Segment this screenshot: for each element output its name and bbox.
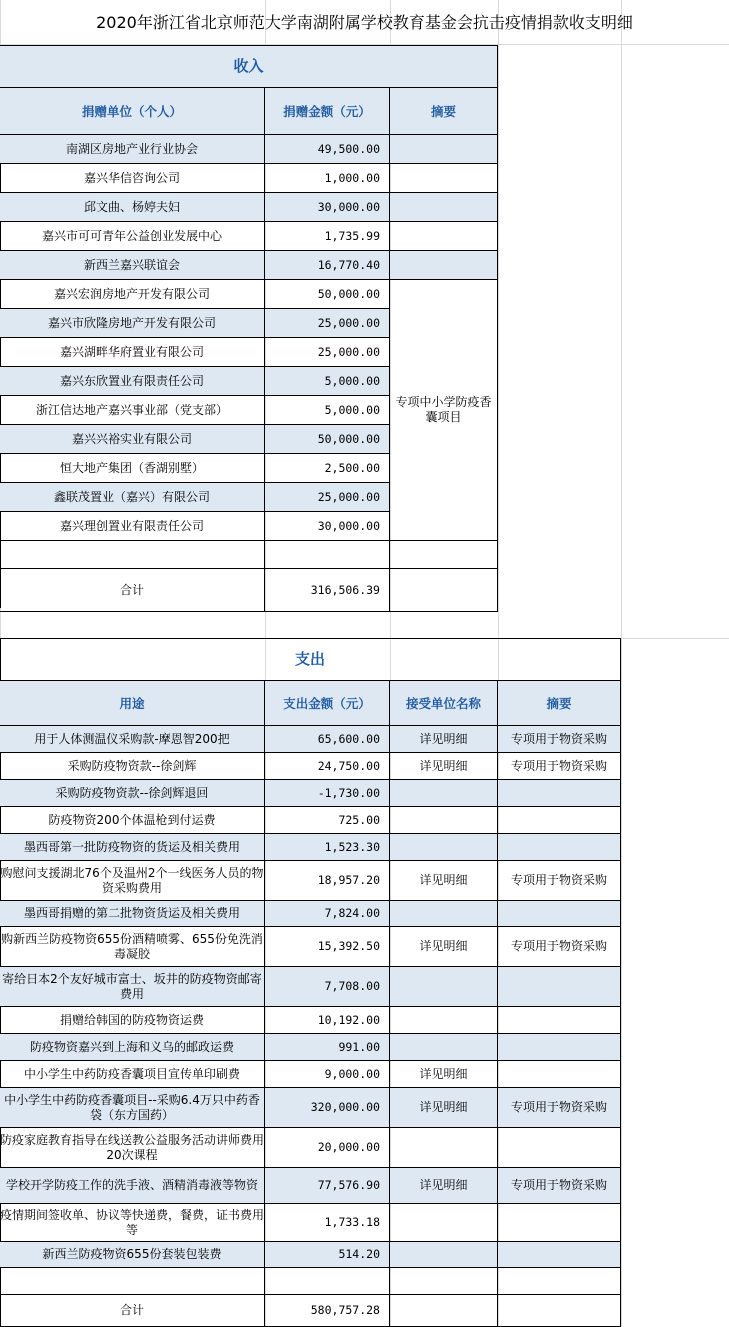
income-donor-cell[interactable]: 恒大地产集团（香湖别墅）	[0, 454, 265, 483]
expense-recipient-cell[interactable]: 详见明细	[390, 726, 498, 753]
expense-purpose-cell[interactable]: 防疫物资嘉兴到上海和义乌的邮政运费	[0, 1034, 265, 1061]
income-amount-cell[interactable]: 50,000.00	[265, 425, 390, 454]
income-amount-cell[interactable]: 30,000.00	[265, 512, 390, 541]
expense-note-cell[interactable]: 专项用于物资采购	[498, 861, 621, 901]
income-amount-cell[interactable]: 25,000.00	[265, 338, 390, 367]
income-amount-cell[interactable]: 50,000.00	[265, 280, 390, 309]
expense-amount-cell[interactable]: 1,733.18	[265, 1204, 390, 1242]
income-amount-cell[interactable]: 5,000.00	[265, 367, 390, 396]
expense-empty-cell[interactable]	[265, 1268, 390, 1295]
expense-purpose-cell[interactable]: 购新西兰防疫物资655份酒精喷雾、655份免洗消毒凝胶	[0, 927, 265, 967]
income-donor-cell[interactable]: 嘉兴兴裕实业有限公司	[0, 425, 265, 454]
income-donor-cell[interactable]: 嘉兴市欣隆房地产开发有限公司	[0, 309, 265, 338]
expense-amount-cell[interactable]: 20,000.00	[265, 1128, 390, 1168]
income-donor-cell[interactable]: 嘉兴东欣置业有限责任公司	[0, 367, 265, 396]
expense-purpose-cell[interactable]: 用于人体测温仪采购款-摩恩智200把	[0, 726, 265, 753]
expense-recipient-cell[interactable]: 详见明细	[390, 1088, 498, 1128]
income-donor-cell[interactable]: 浙江信达地产嘉兴事业部（党支部）	[0, 396, 265, 425]
expense-purpose-cell[interactable]: 采购防疫物资款--徐剑辉退回	[0, 780, 265, 807]
expense-header-amount[interactable]: 支出金额（元）	[265, 681, 390, 726]
income-amount-cell[interactable]: 30,000.00	[265, 193, 390, 222]
income-donor-cell[interactable]: 新西兰嘉兴联谊会	[0, 251, 265, 280]
expense-note-cell[interactable]	[498, 1128, 621, 1168]
income-note-cell[interactable]	[390, 251, 498, 280]
income-donor-cell[interactable]: 邱文曲、杨婷夫妇	[0, 193, 265, 222]
expense-purpose-cell[interactable]: 购慰问支援湖北76个及温州2个一线医务人员的物资采购费用	[0, 861, 265, 901]
expense-purpose-cell[interactable]: 中小学生中药防疫香囊项目宣传单印刷费	[0, 1061, 265, 1088]
expense-note-cell[interactable]	[498, 967, 621, 1007]
expense-purpose-cell[interactable]: 采购防疫物资款--徐剑辉	[0, 753, 265, 780]
income-total-amount[interactable]: 316,506.39	[265, 569, 390, 612]
expense-section-label[interactable]: 支出	[0, 639, 621, 681]
expense-note-cell[interactable]	[498, 834, 621, 861]
expense-recipient-cell[interactable]: 详见明细	[390, 861, 498, 901]
expense-amount-cell[interactable]: 77,576.90	[265, 1168, 390, 1204]
expense-amount-cell[interactable]: 24,750.00	[265, 753, 390, 780]
expense-recipient-cell[interactable]	[390, 967, 498, 1007]
income-header-note[interactable]: 摘要	[390, 88, 498, 135]
expense-amount-cell[interactable]: 514.20	[265, 1242, 390, 1268]
income-amount-cell[interactable]: 49,500.00	[265, 135, 390, 164]
expense-purpose-cell[interactable]: 捐赠给韩国的防疫物资运费	[0, 1007, 265, 1034]
income-amount-cell[interactable]: 5,000.00	[265, 396, 390, 425]
expense-amount-cell[interactable]: 1,523.30	[265, 834, 390, 861]
income-amount-cell[interactable]: 2,500.00	[265, 454, 390, 483]
income-header-amount[interactable]: 捐赠金额（元）	[265, 88, 390, 135]
expense-recipient-cell[interactable]	[390, 1007, 498, 1034]
expense-amount-cell[interactable]: 9,000.00	[265, 1061, 390, 1088]
expense-header-note[interactable]: 摘要	[498, 681, 621, 726]
expense-purpose-cell[interactable]: 中小学生中药防疫香囊项目--采购6.4万只中药香袋（东方国药）	[0, 1088, 265, 1128]
income-section-label[interactable]: 收入	[0, 46, 498, 88]
expense-purpose-cell[interactable]: 墨西哥第一批防疫物资的货运及相关费用	[0, 834, 265, 861]
expense-empty-cell[interactable]	[498, 1268, 621, 1295]
income-note-cell[interactable]	[390, 135, 498, 164]
expense-recipient-cell[interactable]: 详见明细	[390, 1061, 498, 1088]
expense-purpose-cell[interactable]: 新西兰防疫物资655份套装包装费	[0, 1242, 265, 1268]
expense-note-cell[interactable]: 专项用于物资采购	[498, 753, 621, 780]
income-amount-cell[interactable]: 1,735.99	[265, 222, 390, 251]
expense-total-recipient[interactable]	[390, 1295, 498, 1327]
expense-note-cell[interactable]: 专项用于物资采购	[498, 726, 621, 753]
gridline	[621, 0, 622, 1327]
expense-recipient-cell[interactable]	[390, 834, 498, 861]
expense-amount-cell[interactable]: -1,730.00	[265, 780, 390, 807]
expense-note-cell[interactable]: 专项用于物资采购	[498, 927, 621, 967]
expense-recipient-cell[interactable]	[390, 1204, 498, 1242]
income-note-cell[interactable]	[390, 193, 498, 222]
sheet-title[interactable]: 2020年浙江省北京师范大学南湖附属学校教育基金会抗击疫情捐款收支明细	[96, 13, 633, 32]
expense-amount-cell[interactable]: 7,708.00	[265, 967, 390, 1007]
expense-note-cell[interactable]	[498, 901, 621, 927]
expense-purpose-cell[interactable]: 疫情期间签收单、协议等快递费，餐费，证书费用等	[0, 1204, 265, 1242]
expense-amount-cell[interactable]: 320,000.00	[265, 1088, 390, 1128]
expense-purpose-cell[interactable]: 墨西哥捐赠的第二批物资货运及相关费用	[0, 901, 265, 927]
expense-note-cell[interactable]	[498, 1007, 621, 1034]
expense-recipient-cell[interactable]	[390, 1034, 498, 1061]
expense-note-cell[interactable]	[498, 1034, 621, 1061]
expense-purpose-cell[interactable]: 学校开学防疫工作的洗手液、酒精消毒液等物资	[0, 1168, 265, 1204]
expense-empty-cell[interactable]	[390, 1268, 498, 1295]
expense-total-amount[interactable]: 580,757.28	[265, 1295, 390, 1327]
expense-recipient-cell[interactable]: 详见明细	[390, 927, 498, 967]
income-amount-cell[interactable]: 16,770.40	[265, 251, 390, 280]
income-amount-cell[interactable]: 25,000.00	[265, 309, 390, 338]
expense-recipient-cell[interactable]: 详见明细	[390, 753, 498, 780]
expense-recipient-cell[interactable]	[390, 1128, 498, 1168]
income-donor-cell[interactable]: 嘉兴湖畔华府置业有限公司	[0, 338, 265, 367]
expense-note-cell[interactable]	[498, 1061, 621, 1088]
income-donor-cell[interactable]: 嘉兴华信咨询公司	[0, 164, 265, 193]
expense-amount-cell[interactable]: 725.00	[265, 807, 390, 834]
expense-header-purpose[interactable]: 用途	[0, 681, 265, 726]
expense-empty-cell[interactable]	[0, 1268, 265, 1295]
income-merged-note[interactable]: 专项中小学防疫香囊项目	[390, 280, 498, 541]
expense-amount-cell[interactable]: 991.00	[265, 1034, 390, 1061]
expense-amount-cell[interactable]: 7,824.00	[265, 901, 390, 927]
income-empty-cell[interactable]	[265, 541, 390, 569]
expense-total-label[interactable]: 合计	[0, 1295, 265, 1327]
income-donor-cell[interactable]: 鑫联茂置业（嘉兴）有限公司	[0, 483, 265, 512]
expense-purpose-cell[interactable]: 防疫物资200个体温枪到付运费	[0, 807, 265, 834]
expense-amount-cell[interactable]: 65,600.00	[265, 726, 390, 753]
income-total-label[interactable]: 合计	[0, 569, 265, 612]
income-donor-cell[interactable]: 嘉兴宏润房地产开发有限公司	[0, 280, 265, 309]
income-empty-cell[interactable]	[0, 541, 265, 569]
expense-note-cell[interactable]: 专项用于物资采购	[498, 1168, 621, 1204]
expense-purpose-cell[interactable]: 防疫家庭教育指导在线送教公益服务活动讲师费用20次课程	[0, 1128, 265, 1168]
expense-recipient-cell[interactable]	[390, 780, 498, 807]
income-total-note[interactable]	[390, 569, 498, 612]
income-donor-cell[interactable]: 嘉兴市可可青年公益创业发展中心	[0, 222, 265, 251]
income-amount-cell[interactable]: 1,000.00	[265, 164, 390, 193]
expense-recipient-cell[interactable]	[390, 807, 498, 834]
expense-header-recipient[interactable]: 接受单位名称	[390, 681, 498, 726]
expense-recipient-cell[interactable]: 详见明细	[390, 1168, 498, 1204]
expense-note-cell[interactable]: 专项用于物资采购	[498, 1088, 621, 1128]
income-donor-cell[interactable]: 南湖区房地产业行业协会	[0, 135, 265, 164]
income-note-cell[interactable]	[390, 164, 498, 193]
expense-amount-cell[interactable]: 10,192.00	[265, 1007, 390, 1034]
expense-amount-cell[interactable]: 15,392.50	[265, 927, 390, 967]
income-header-donor[interactable]: 捐赠单位（个人）	[0, 88, 265, 135]
expense-purpose-cell[interactable]: 寄给日本2个友好城市富士、坂井的防疫物资邮寄费用	[0, 967, 265, 1007]
expense-note-cell[interactable]	[498, 1204, 621, 1242]
income-donor-cell[interactable]: 嘉兴理创置业有限责任公司	[0, 512, 265, 541]
expense-note-cell[interactable]	[498, 1242, 621, 1268]
expense-note-cell[interactable]	[498, 807, 621, 834]
expense-recipient-cell[interactable]	[390, 1242, 498, 1268]
expense-amount-cell[interactable]: 18,957.20	[265, 861, 390, 901]
income-amount-cell[interactable]: 25,000.00	[265, 483, 390, 512]
income-empty-cell[interactable]	[390, 541, 498, 569]
expense-total-note[interactable]	[498, 1295, 621, 1327]
expense-recipient-cell[interactable]	[390, 901, 498, 927]
expense-note-cell[interactable]	[498, 780, 621, 807]
income-note-cell[interactable]	[390, 222, 498, 251]
